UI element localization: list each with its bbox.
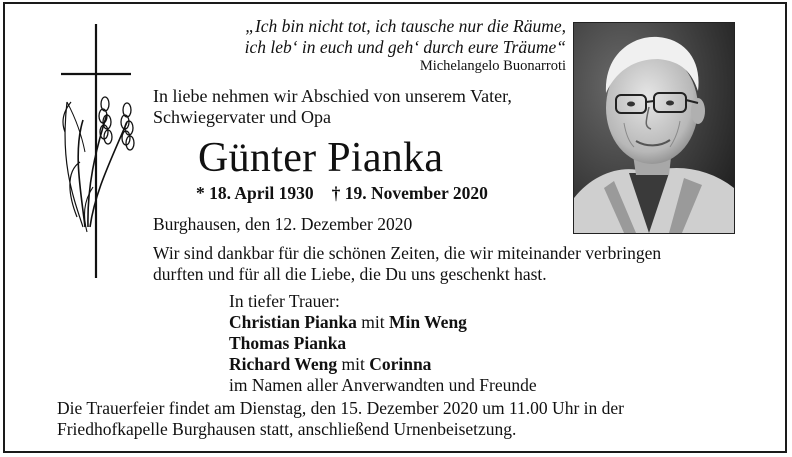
life-dates	[196, 183, 488, 204]
quote	[245, 16, 566, 58]
mourner-name: Christian Pianka	[229, 312, 357, 332]
funeral-line-1: Die Trauerfeier findet am Dienstag, den 15. Dezember 2020 um 11.00 Uhr in der	[57, 398, 624, 418]
mourners-heading: In tiefer Trauer:	[229, 291, 340, 311]
funeral-line-2: Friedhofkapelle Burghausen statt, anschließend Urnenbeisetzung.	[57, 419, 517, 439]
cross-with-wheat-icon	[55, 22, 145, 280]
intro-text	[153, 86, 573, 128]
mourner-name: Richard Weng	[229, 354, 338, 374]
birth-date: * 18. April 1930	[196, 183, 314, 203]
portrait-photo	[573, 22, 735, 234]
death-date: † 19. November 2020	[331, 183, 488, 203]
mourners-list	[229, 291, 537, 396]
thanks-line-2: durften und für all die Liebe, die Du uns geschenkt hast.	[153, 264, 547, 284]
mourner-conjunction: mit	[337, 354, 370, 374]
thanks-text	[153, 243, 743, 285]
mourner-name: Min Weng	[388, 312, 467, 332]
mourners-closing: im Namen aller Anverwandten und Freunde	[229, 375, 537, 395]
funeral-info	[57, 398, 747, 440]
thanks-line-1: Wir sind dankbar für die schönen Zeiten, die wir miteinander verbringen	[153, 243, 662, 263]
mourner-row	[229, 312, 537, 333]
mourner-name: Thomas Pianka	[229, 333, 347, 353]
mourner-name: Corinna	[369, 354, 432, 374]
deceased-name: Günter Pianka	[198, 135, 444, 181]
intro-line-1: In liebe nehmen wir Abschied von unserem Vater,	[153, 86, 512, 106]
mourner-row	[229, 354, 537, 375]
place-and-date: Burghausen, den 12. Dezember 2020	[153, 214, 413, 234]
quote-line-1: „Ich bin nicht tot, ich tausche nur die Räume,	[245, 16, 566, 36]
intro-line-2: Schwiegervater und Opa	[153, 107, 331, 127]
quote-line-2: ich leb‘ in euch und geh‘ durch eure Träume“	[244, 37, 566, 57]
mourner-conjunction: mit	[356, 312, 389, 332]
portrait-image	[574, 23, 734, 233]
quote-author: Michelangelo Buonarroti	[419, 58, 566, 74]
mourner-row	[229, 333, 537, 354]
